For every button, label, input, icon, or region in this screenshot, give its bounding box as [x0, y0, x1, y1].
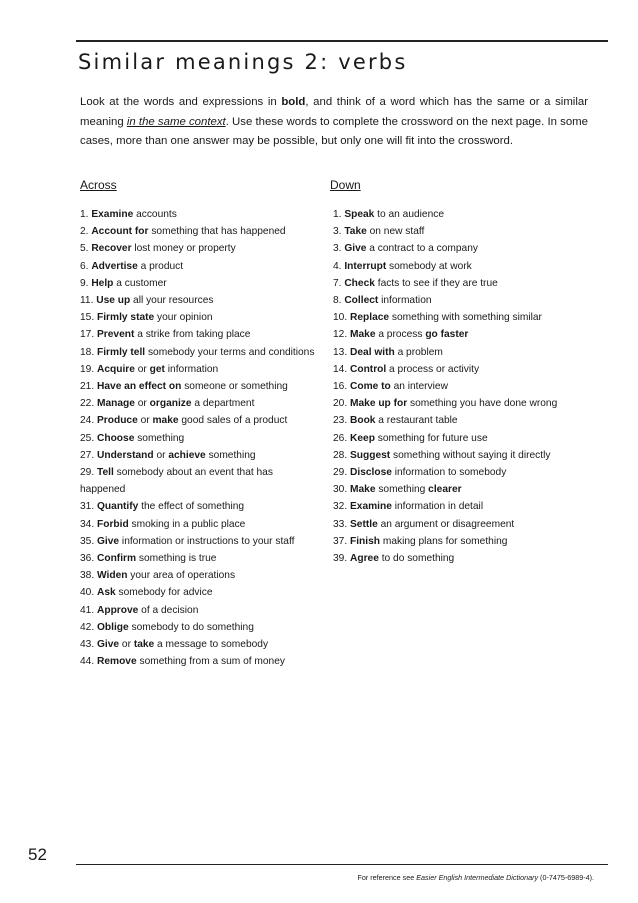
page-number: 52	[28, 845, 47, 864]
clue-text: information	[164, 363, 219, 375]
clue-text: the effect of something	[138, 501, 245, 513]
clue-text: somebody for advice	[115, 587, 213, 599]
clue-text: a product	[137, 260, 184, 272]
clue-item	[333, 326, 603, 343]
clue-text: 25.	[80, 432, 97, 444]
clue-text: somebody at work	[386, 260, 472, 272]
clue-item	[333, 533, 603, 550]
clue-keyword: Forbid	[97, 518, 129, 530]
clue-item	[333, 292, 603, 309]
clue-item	[80, 258, 320, 275]
clue-keyword: Deal with	[350, 346, 395, 358]
clue-text: 24.	[80, 415, 97, 427]
clue-keyword: Check	[344, 277, 375, 289]
clue-item	[80, 344, 320, 361]
clue-item	[333, 344, 603, 361]
clue-keyword: Firmly state	[97, 312, 155, 324]
instructions-bold-word: bold	[281, 96, 306, 108]
across-heading: Across	[80, 178, 117, 192]
clue-text: 36.	[80, 553, 97, 565]
clue-item	[333, 223, 603, 240]
clue-keyword: Firmly tell	[97, 346, 146, 358]
clue-text: 11.	[80, 295, 97, 307]
clue-keyword: Choose	[97, 432, 135, 444]
clue-keyword: Prevent	[97, 329, 135, 341]
instructions-text: , and think of a word which has the same or a similar meaning	[80, 96, 588, 128]
clue-item	[333, 412, 603, 429]
clue-text: a process	[375, 329, 426, 341]
clue-keyword: Use up	[96, 295, 131, 307]
clue-text: 4.	[333, 260, 345, 272]
clue-text: 28.	[333, 449, 350, 461]
clue-text: or	[137, 415, 153, 427]
footer-ref-prefix: For reference see	[357, 873, 417, 882]
clue-text: 37.	[333, 535, 350, 547]
clue-keyword: Quantify	[97, 501, 139, 513]
clue-item	[80, 447, 320, 464]
clue-item	[333, 275, 603, 292]
footer-ref-title: Easier English Intermediate Dictionary	[416, 873, 539, 882]
clue-text: 5.	[80, 243, 92, 255]
clue-keyword: Collect	[344, 295, 379, 307]
clue-keyword: Produce	[97, 415, 138, 427]
clue-text: 42.	[80, 621, 97, 633]
clue-keyword: Acquire	[97, 363, 135, 375]
clue-keyword: Help	[91, 277, 114, 289]
clue-keyword: Suggest	[350, 449, 391, 461]
clue-text: a process or activity	[386, 363, 480, 375]
clue-item	[80, 498, 320, 515]
clue-item	[333, 258, 603, 275]
clue-text: 13.	[333, 346, 350, 358]
clue-text: something without saying it directly	[390, 449, 551, 461]
clue-keyword: Manage	[97, 398, 135, 410]
clue-text: 18.	[80, 346, 97, 358]
clue-text: something	[134, 432, 185, 444]
clue-keyword: Agree	[350, 553, 379, 565]
clue-text: a contract to a company	[366, 243, 478, 255]
clue-text: 34.	[80, 518, 97, 530]
clue-keyword: Understand	[97, 449, 154, 461]
clue-text: something that has happened	[148, 226, 286, 238]
clue-item	[333, 481, 603, 498]
clue-text: 32.	[333, 501, 350, 513]
clue-keyword: Interrupt	[344, 260, 387, 272]
clue-keyword: Tell	[97, 467, 114, 479]
clue-item	[333, 240, 603, 257]
clue-keyword: go faster	[425, 329, 469, 341]
clue-keyword: Give	[97, 639, 120, 651]
clue-item	[333, 430, 603, 447]
clue-text: 1.	[80, 209, 92, 220]
clue-keyword: Speak	[344, 209, 375, 220]
clue-keyword: Come to	[350, 381, 391, 393]
clue-text: 31.	[80, 501, 97, 513]
clue-item	[80, 412, 320, 429]
clue-text: to an audience	[374, 209, 445, 220]
clue-keyword: make	[152, 415, 179, 427]
clue-text: to do something	[378, 553, 455, 565]
clue-text: a restaurant table	[375, 415, 458, 427]
clue-text: 14.	[333, 363, 350, 375]
page-title: Similar meanings 2: verbs	[78, 50, 408, 74]
clue-item	[80, 309, 320, 326]
clue-item	[333, 550, 603, 567]
clue-text: somebody to do something	[128, 621, 254, 633]
clue-text: 17.	[80, 329, 97, 341]
clue-text: 1.	[333, 209, 345, 220]
down-clue-list	[333, 206, 603, 567]
instructions	[80, 93, 588, 152]
clue-keyword: clearer	[428, 484, 462, 496]
clue-text: a message to somebody	[154, 639, 269, 651]
clue-item	[80, 326, 320, 343]
clue-text: 2.	[80, 226, 92, 238]
clue-keyword: Keep	[350, 432, 375, 444]
clue-keyword: Account for	[91, 226, 149, 238]
clue-item	[80, 292, 320, 309]
clue-text: all your resources	[130, 295, 214, 307]
clue-text: a strike from taking place	[134, 329, 251, 341]
clue-text: 3.	[333, 243, 345, 255]
clue-item	[80, 361, 320, 378]
clue-item	[80, 619, 320, 636]
clue-keyword: Give	[344, 243, 367, 255]
clue-text: 30.	[333, 484, 350, 496]
clue-keyword: Remove	[97, 656, 137, 668]
clue-text: an argument or disagreement	[377, 518, 515, 530]
clue-text: 40.	[80, 587, 97, 599]
clue-text: something is true	[136, 553, 217, 565]
clue-text: a customer	[113, 277, 167, 289]
instructions-text: Look at the words and expressions in	[80, 96, 282, 108]
clue-text: good sales of a product	[178, 415, 288, 427]
clue-keyword: Make	[350, 484, 376, 496]
clue-item	[333, 447, 603, 464]
clue-text: 19.	[80, 363, 97, 375]
clue-text: 16.	[333, 381, 350, 393]
clue-keyword: Control	[350, 363, 387, 375]
clue-item	[80, 240, 320, 257]
clue-keyword: organize	[149, 398, 192, 410]
clue-keyword: Make	[350, 329, 376, 341]
clue-text: something	[375, 484, 429, 496]
clue-text: facts to see if they are true	[374, 277, 498, 289]
clue-text: 12.	[333, 329, 350, 341]
clue-keyword: get	[149, 363, 165, 375]
clue-text: a department	[191, 398, 255, 410]
clue-keyword: Widen	[97, 570, 128, 582]
clue-keyword: Ask	[97, 587, 116, 599]
clue-text: or	[119, 639, 134, 651]
bottom-rule	[76, 864, 608, 865]
clue-text: somebody about an event that has happened	[80, 467, 273, 496]
clue-text: something you have done wrong	[407, 398, 558, 410]
clue-text: of a decision	[138, 604, 199, 616]
clue-keyword: Advertise	[91, 260, 138, 272]
clue-text: something with something similar	[389, 312, 542, 324]
clue-text: or	[134, 398, 150, 410]
clue-item	[80, 395, 320, 412]
clue-text: someone or something	[181, 381, 288, 393]
clue-text: something for future use	[374, 432, 488, 444]
footer-ref-suffix: (0-7475-6989-4).	[538, 873, 594, 882]
clue-text: 15.	[80, 312, 97, 324]
clue-item	[80, 550, 320, 567]
clue-text: 21.	[80, 381, 97, 393]
clue-text: 6.	[80, 260, 92, 272]
clue-text: 3.	[333, 226, 345, 238]
clue-text: 33.	[333, 518, 350, 530]
clue-text: information or instructions to your staff	[119, 535, 295, 547]
clue-item	[333, 395, 603, 412]
clue-keyword: Replace	[350, 312, 390, 324]
footer-reference	[357, 873, 594, 882]
clue-text: 38.	[80, 570, 97, 582]
clue-text: your area of operations	[127, 570, 236, 582]
clue-keyword: Recover	[91, 243, 132, 255]
clue-text: or	[134, 363, 150, 375]
clue-text: making plans for something	[380, 535, 508, 547]
clue-text: 20.	[333, 398, 350, 410]
clue-keyword: Finish	[350, 535, 380, 547]
clue-text: 23.	[333, 415, 350, 427]
clue-item	[80, 584, 320, 601]
clue-text: 29.	[80, 467, 97, 479]
clue-item	[80, 567, 320, 584]
clue-text: 39.	[333, 553, 350, 565]
clue-text: somebody your terms and conditions	[145, 346, 315, 358]
clue-text: 44.	[80, 656, 97, 668]
clue-item	[80, 516, 320, 533]
clue-item	[80, 533, 320, 550]
clue-keyword: Examine	[350, 501, 392, 513]
clue-item	[80, 653, 320, 670]
clue-item	[80, 636, 320, 653]
clue-item	[80, 275, 320, 292]
clue-item	[333, 464, 603, 481]
clue-text: information in detail	[391, 501, 484, 513]
clue-item	[80, 430, 320, 447]
down-heading: Down	[330, 178, 361, 192]
clue-text: 35.	[80, 535, 97, 547]
clue-text: 10.	[333, 312, 350, 324]
clue-text: an interview	[390, 381, 448, 393]
clue-item	[333, 498, 603, 515]
clue-item	[333, 516, 603, 533]
clue-text: smoking in a public place	[128, 518, 246, 530]
clue-item	[333, 378, 603, 395]
clue-item	[80, 223, 320, 240]
clue-item	[333, 206, 603, 223]
clue-keyword: Book	[350, 415, 376, 427]
clue-text: 41.	[80, 604, 97, 616]
clue-keyword: Settle	[350, 518, 378, 530]
clue-text: on new staff	[366, 226, 425, 238]
instructions-context-phrase: in the same context	[126, 115, 226, 128]
top-rule	[76, 40, 608, 42]
clue-item	[333, 361, 603, 378]
clue-item	[80, 464, 320, 498]
clue-keyword: Take	[344, 226, 367, 238]
clue-text: accounts	[133, 209, 177, 220]
clue-keyword: Examine	[91, 209, 134, 220]
clue-keyword: Have an effect on	[97, 381, 182, 393]
clue-keyword: Give	[97, 535, 120, 547]
clue-keyword: Oblige	[97, 621, 129, 633]
clue-text: 9.	[80, 277, 92, 289]
clue-text: 43.	[80, 639, 97, 651]
clue-text: 7.	[333, 277, 345, 289]
clue-text: information	[378, 295, 432, 307]
clue-item	[80, 206, 320, 223]
clue-text: a problem	[394, 346, 443, 358]
clue-keyword: Disclose	[350, 467, 392, 479]
clue-text: or	[153, 449, 169, 461]
clue-text: something	[205, 449, 256, 461]
clue-keyword: Make up for	[350, 398, 408, 410]
clue-item	[80, 602, 320, 619]
clue-text: something from a sum of money	[136, 656, 285, 668]
clue-keyword: take	[133, 639, 155, 651]
clue-keyword: Approve	[97, 604, 139, 616]
clue-text: 29.	[333, 467, 350, 479]
clue-text: information to somebody	[391, 467, 507, 479]
clue-keyword: Confirm	[97, 553, 137, 565]
clue-item	[333, 309, 603, 326]
clue-text: 26.	[333, 432, 350, 444]
clue-text: 22.	[80, 398, 97, 410]
clue-text: lost money or property	[131, 243, 236, 255]
clue-text: your opinion	[154, 312, 213, 324]
clue-text: 27.	[80, 449, 97, 461]
clue-keyword: achieve	[168, 449, 206, 461]
instructions-text: . Use these words to complete the crossword on the next page. In some cases, more than one answer may be possible, but only one will fit into the crossword.	[80, 115, 588, 147]
clue-text: 8.	[333, 295, 345, 307]
across-clue-list	[80, 206, 320, 670]
clue-item	[80, 378, 320, 395]
